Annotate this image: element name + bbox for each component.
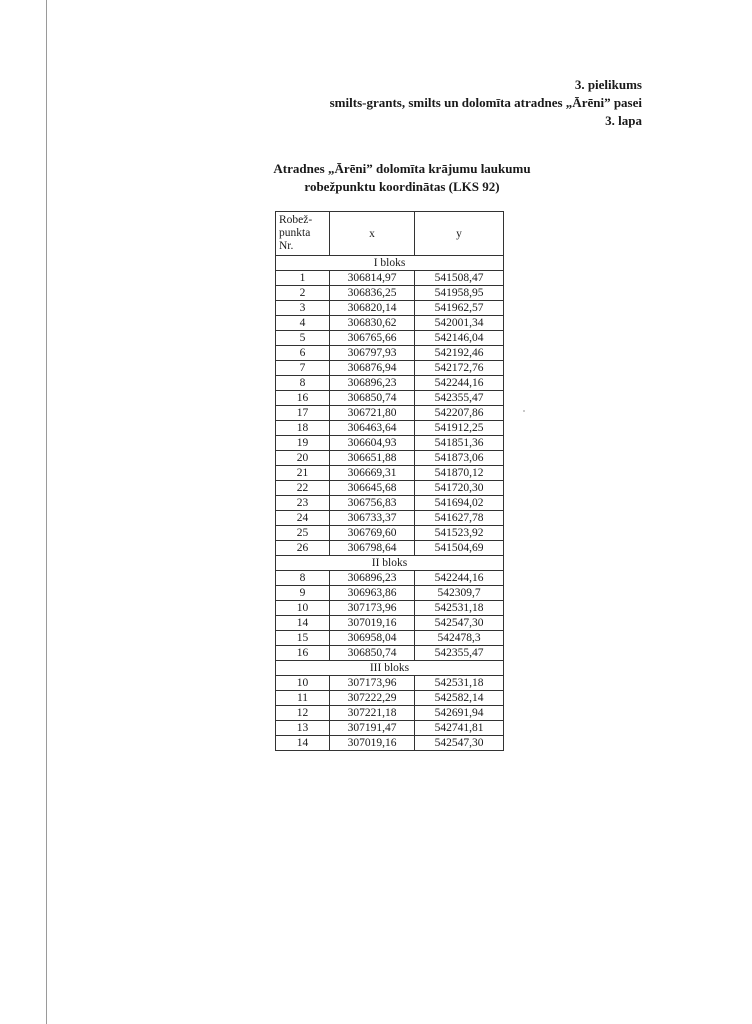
table-row bbox=[276, 271, 504, 286]
cell-x: 307221,18 bbox=[330, 706, 415, 721]
table-row bbox=[276, 316, 504, 331]
title-line-2: robežpunktu koordinātas (LKS 92) bbox=[304, 179, 500, 194]
annex-subject: smilts-grants, smilts un dolomīta atradnes „Ārēni” pasei bbox=[329, 95, 642, 110]
cell-y: 542355,47 bbox=[415, 391, 504, 406]
cell-x: 306463,64 bbox=[330, 421, 415, 436]
table-row bbox=[276, 631, 504, 646]
cell-y: 542001,34 bbox=[415, 316, 504, 331]
cell-nr: 9 bbox=[276, 586, 330, 601]
table-row bbox=[276, 436, 504, 451]
cell-y: 541523,92 bbox=[415, 526, 504, 541]
table-row bbox=[276, 526, 504, 541]
table-row bbox=[276, 706, 504, 721]
table-row bbox=[276, 571, 504, 586]
annex-header bbox=[330, 76, 642, 130]
cell-nr: 16 bbox=[276, 391, 330, 406]
cell-nr: 3 bbox=[276, 301, 330, 316]
cell-y: 542244,16 bbox=[415, 376, 504, 391]
cell-nr: 18 bbox=[276, 421, 330, 436]
table-row bbox=[276, 346, 504, 361]
cell-x: 306721,80 bbox=[330, 406, 415, 421]
cell-x: 306769,60 bbox=[330, 526, 415, 541]
table-row bbox=[276, 511, 504, 526]
cell-x: 307019,16 bbox=[330, 736, 415, 751]
cell-nr: 8 bbox=[276, 376, 330, 391]
cell-x: 307173,96 bbox=[330, 601, 415, 616]
cell-nr: 20 bbox=[276, 451, 330, 466]
cell-x: 306963,86 bbox=[330, 586, 415, 601]
header-y: y bbox=[415, 212, 504, 256]
cell-y: 542531,18 bbox=[415, 601, 504, 616]
cell-x: 306836,25 bbox=[330, 286, 415, 301]
cell-y: 542741,81 bbox=[415, 721, 504, 736]
table-row bbox=[276, 451, 504, 466]
cell-x: 306850,74 bbox=[330, 391, 415, 406]
cell-x: 306604,93 bbox=[330, 436, 415, 451]
cell-y: 542547,30 bbox=[415, 616, 504, 631]
coordinates-table-head bbox=[276, 212, 504, 256]
cell-y: 541694,02 bbox=[415, 496, 504, 511]
cell-nr: 17 bbox=[276, 406, 330, 421]
cell-y: 541873,06 bbox=[415, 451, 504, 466]
cell-nr: 6 bbox=[276, 346, 330, 361]
cell-x: 306850,74 bbox=[330, 646, 415, 661]
cell-nr: 25 bbox=[276, 526, 330, 541]
header-point-number: Robež- punkta Nr. bbox=[276, 212, 330, 256]
cell-x: 307173,96 bbox=[330, 676, 415, 691]
cell-x: 306814,97 bbox=[330, 271, 415, 286]
header-row bbox=[276, 212, 504, 256]
table-row bbox=[276, 286, 504, 301]
cell-nr: 1 bbox=[276, 271, 330, 286]
cell-y: 542582,14 bbox=[415, 691, 504, 706]
scan-edge-line bbox=[46, 0, 47, 1024]
cell-y: 542172,76 bbox=[415, 361, 504, 376]
cell-x: 306798,64 bbox=[330, 541, 415, 556]
cell-nr: 10 bbox=[276, 601, 330, 616]
section-label: II bloks bbox=[276, 556, 504, 571]
cell-x: 306820,14 bbox=[330, 301, 415, 316]
table-row bbox=[276, 736, 504, 751]
cell-y: 542207,86 bbox=[415, 406, 504, 421]
cell-y: 542146,04 bbox=[415, 331, 504, 346]
cell-y: 541962,57 bbox=[415, 301, 504, 316]
cell-nr: 13 bbox=[276, 721, 330, 736]
cell-nr: 15 bbox=[276, 631, 330, 646]
table-row bbox=[276, 646, 504, 661]
cell-y: 541627,78 bbox=[415, 511, 504, 526]
cell-nr: 22 bbox=[276, 481, 330, 496]
coordinates-table-body bbox=[276, 256, 504, 751]
cell-x: 306765,66 bbox=[330, 331, 415, 346]
cell-nr: 19 bbox=[276, 436, 330, 451]
cell-x: 307222,29 bbox=[330, 691, 415, 706]
header-x: x bbox=[330, 212, 415, 256]
table-row bbox=[276, 301, 504, 316]
table-row bbox=[276, 391, 504, 406]
cell-nr: 10 bbox=[276, 676, 330, 691]
table-row bbox=[276, 676, 504, 691]
cell-y: 541912,25 bbox=[415, 421, 504, 436]
cell-x: 306645,68 bbox=[330, 481, 415, 496]
table-row bbox=[276, 406, 504, 421]
section-row bbox=[276, 661, 504, 676]
cell-y: 542309,7 bbox=[415, 586, 504, 601]
cell-x: 306958,04 bbox=[330, 631, 415, 646]
cell-y: 541508,47 bbox=[415, 271, 504, 286]
cell-nr: 4 bbox=[276, 316, 330, 331]
cell-x: 306651,88 bbox=[330, 451, 415, 466]
cell-nr: 8 bbox=[276, 571, 330, 586]
table-row bbox=[276, 376, 504, 391]
cell-nr: 26 bbox=[276, 541, 330, 556]
cell-nr: 2 bbox=[276, 286, 330, 301]
cell-x: 307019,16 bbox=[330, 616, 415, 631]
cell-y: 541870,12 bbox=[415, 466, 504, 481]
cell-y: 542355,47 bbox=[415, 646, 504, 661]
table-row bbox=[276, 586, 504, 601]
table-row bbox=[276, 601, 504, 616]
cell-x: 306896,23 bbox=[330, 376, 415, 391]
cell-y: 541958,95 bbox=[415, 286, 504, 301]
cell-nr: 21 bbox=[276, 466, 330, 481]
cell-y: 541851,36 bbox=[415, 436, 504, 451]
table-row bbox=[276, 481, 504, 496]
table-row bbox=[276, 616, 504, 631]
cell-nr: 5 bbox=[276, 331, 330, 346]
cell-x: 306876,94 bbox=[330, 361, 415, 376]
cell-nr: 11 bbox=[276, 691, 330, 706]
cell-y: 542244,16 bbox=[415, 571, 504, 586]
cell-y: 542531,18 bbox=[415, 676, 504, 691]
cell-nr: 14 bbox=[276, 616, 330, 631]
cell-x: 306830,62 bbox=[330, 316, 415, 331]
table-row bbox=[276, 721, 504, 736]
section-label: III bloks bbox=[276, 661, 504, 676]
cell-x: 306797,93 bbox=[330, 346, 415, 361]
title-line-1: Atradnes „Ārēni” dolomīta krājumu laukumu bbox=[273, 161, 531, 176]
cell-x: 306669,31 bbox=[330, 466, 415, 481]
cell-nr: 24 bbox=[276, 511, 330, 526]
table-row bbox=[276, 421, 504, 436]
table-row bbox=[276, 466, 504, 481]
scan-speck bbox=[523, 410, 525, 412]
annex-number: 3. pielikums bbox=[574, 77, 642, 92]
section-row bbox=[276, 256, 504, 271]
cell-nr: 7 bbox=[276, 361, 330, 376]
cell-y: 542478,3 bbox=[415, 631, 504, 646]
section-label: I bloks bbox=[276, 256, 504, 271]
document-title bbox=[252, 160, 552, 196]
cell-x: 306733,37 bbox=[330, 511, 415, 526]
cell-y: 542547,30 bbox=[415, 736, 504, 751]
section-row bbox=[276, 556, 504, 571]
cell-x: 306896,23 bbox=[330, 571, 415, 586]
cell-y: 541720,30 bbox=[415, 481, 504, 496]
cell-y: 542192,46 bbox=[415, 346, 504, 361]
table-row bbox=[276, 541, 504, 556]
table-row bbox=[276, 496, 504, 511]
cell-y: 541504,69 bbox=[415, 541, 504, 556]
cell-nr: 23 bbox=[276, 496, 330, 511]
cell-x: 306756,83 bbox=[330, 496, 415, 511]
coordinates-table bbox=[275, 211, 504, 751]
page-number: 3. lapa bbox=[605, 113, 642, 128]
cell-nr: 12 bbox=[276, 706, 330, 721]
cell-y: 542691,94 bbox=[415, 706, 504, 721]
cell-nr: 16 bbox=[276, 646, 330, 661]
table-row bbox=[276, 361, 504, 376]
table-row bbox=[276, 691, 504, 706]
cell-nr: 14 bbox=[276, 736, 330, 751]
table-row bbox=[276, 331, 504, 346]
cell-x: 307191,47 bbox=[330, 721, 415, 736]
